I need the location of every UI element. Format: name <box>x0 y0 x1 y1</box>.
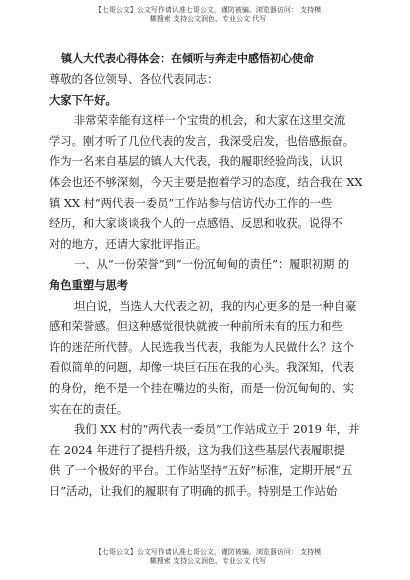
text-line: 体会也还不够深刻，今天主要是抱着学习的态度，结合我在 XX <box>49 175 363 189</box>
paragraph-role <box>49 297 371 421</box>
text-line: 对的地方，还请大家批评指正。 <box>49 237 208 251</box>
text-line: 的身份，绝不是一个挂在嘴边的头衔，而是一份沉甸甸的、实 <box>49 381 355 395</box>
greeting <box>49 91 371 112</box>
text-line: 实在在的责任。 <box>49 402 129 416</box>
paragraph-intro <box>49 111 371 255</box>
salutation-text: 尊敬的各位领导、各位代表同志： <box>49 73 219 86</box>
text-line: 作为一名来自基层的镇人大代表，我的履职经验尚浅，认识 <box>49 155 343 169</box>
page-footer-watermark <box>58 548 358 566</box>
text-line: 看似简单的问题，却像一块巨石压在我的心头。我深知，代表 <box>49 361 355 375</box>
salutation <box>49 70 371 91</box>
footer-line: 糊搜索 支持公文润色、专业公文 代写 <box>149 557 267 565</box>
text-line: 镇 XX 村“两代表一委员”工作站参与信访代办工作的一些 <box>49 196 333 210</box>
text-line: 角色重塑与思考 <box>49 278 129 292</box>
header-line: 【七哥公文】公文写作请认准七哥公文，谨防被骗。浏览器访问： 支持模 <box>94 6 322 14</box>
text-line: 在 2024 年进行了提档升级，这为我们这些基层代表履职提 <box>49 443 345 457</box>
text-line: 日”活动，让我们的履职有了明确的抓手。特别是工作站始 <box>49 484 338 498</box>
document-title: 镇人大代表心得体会：在倾听与奔走中感悟初心使命 <box>61 52 314 65</box>
footer-line: 【七哥公文】公文写作请认准七哥公文，谨防被骗。浏览器访问： 支持模 <box>94 548 322 556</box>
document-body <box>49 52 371 502</box>
page-header-watermark <box>58 6 358 24</box>
text-line: 一、从“一份荣誉”到“一份沉甸甸的责任”：履职初期 的 <box>74 258 350 272</box>
text-line: 供 了一个极好的平台。工作站坚持“五好”标准，定期开展“五 <box>49 464 353 478</box>
paragraph-workstation <box>49 420 371 502</box>
text-line: 学习。刚才听了几位代表的发言，我深受启发，也倍感振奋。 <box>49 134 355 148</box>
text-line: 我们 XX 村的“两代表一委员”工作站成立于 2019 年，并 <box>74 423 360 437</box>
greeting-text: 大家下午好。 <box>49 93 117 107</box>
section-heading-1 <box>49 255 371 296</box>
header-line: 糊搜索 支持公文润色、专业公文 代写 <box>149 15 267 23</box>
text-line: 非常荣幸能有这样一个宝贵的机会，和大家在这里交流 <box>74 114 346 128</box>
text-line: 许的迷茫所代替。人民选我当代表，我能为人民做什么？这个 <box>49 340 355 354</box>
text-line: 感和荣誉感。但这种感觉很快就被一种前所未有的压力和些 <box>49 320 343 334</box>
text-line: 坦白说，当选人大代表之初，我的内心更多的是一种自豪 <box>74 299 357 313</box>
text-line: 经历，和大家谈谈我个人的一点感悟、反思和收获。说得不 <box>49 217 343 231</box>
